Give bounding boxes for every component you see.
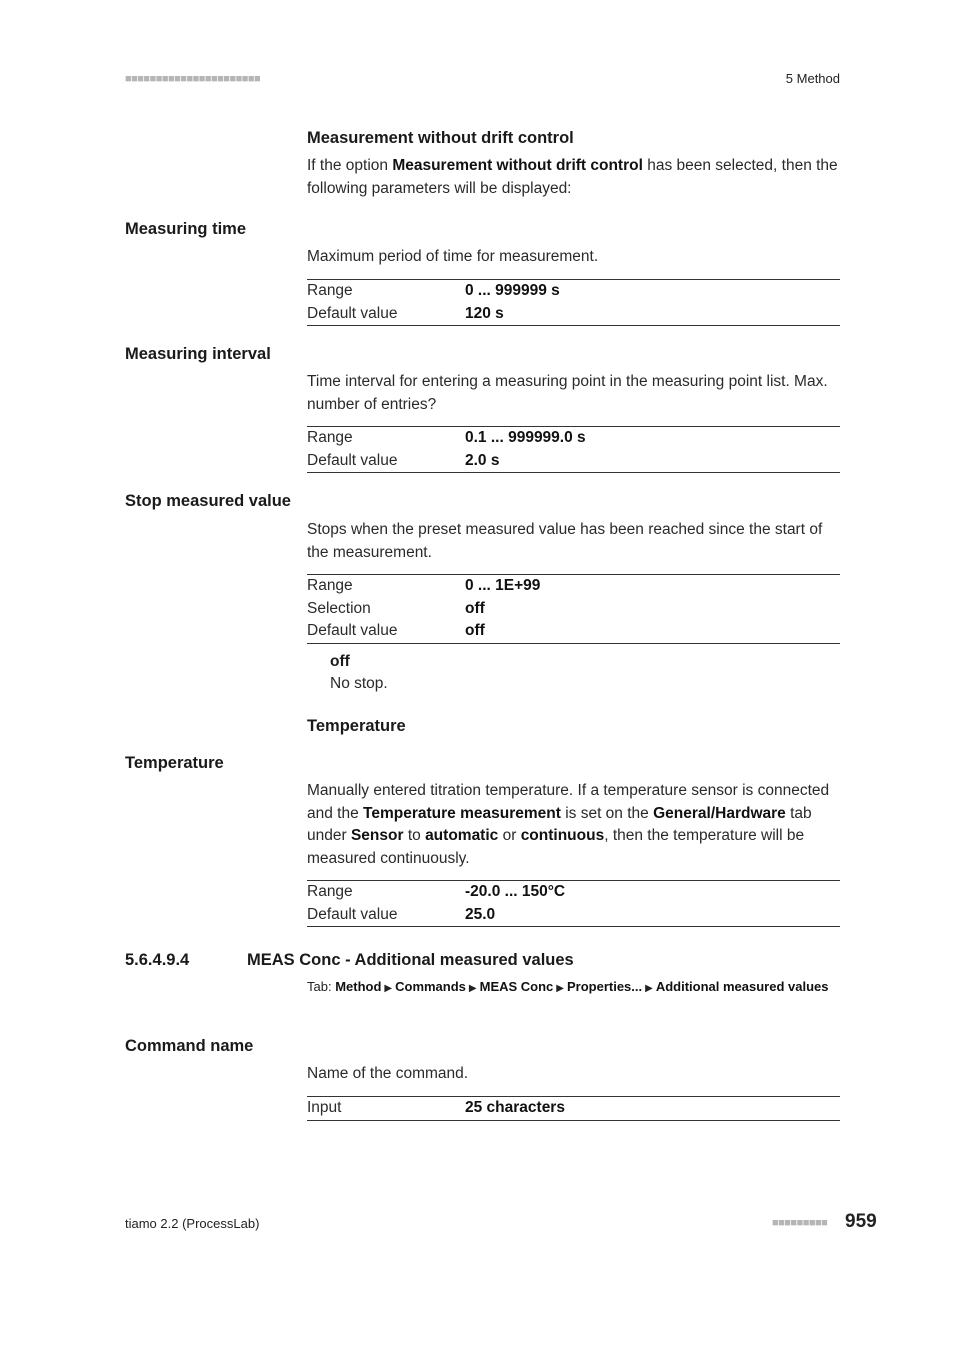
path-properties: Properties... bbox=[566, 979, 643, 994]
drift-description: If the option Measurement without drift control has been selected, then the following parameters will be displayed: bbox=[307, 157, 838, 197]
stop-value-description: Stops when the preset measured value has been reached since the start of the measurement. bbox=[307, 521, 823, 561]
table-row bbox=[307, 427, 840, 450]
option-name-off: off bbox=[330, 653, 350, 670]
row-key: Default value bbox=[307, 622, 398, 640]
table-row bbox=[307, 280, 840, 303]
path-meas-conc: MEAS Conc bbox=[479, 979, 554, 994]
row-key: Range bbox=[307, 429, 353, 447]
row-key: Range bbox=[307, 883, 353, 901]
row-key: Default value bbox=[307, 451, 398, 469]
command-name-description: Name of the command. bbox=[307, 1065, 469, 1082]
param-label-stop-measured-value: Stop measured value bbox=[125, 492, 291, 510]
table-row bbox=[307, 904, 840, 927]
row-value: 0 ... 999999 s bbox=[465, 282, 560, 300]
page-number: 959 bbox=[845, 1211, 877, 1232]
option-description-off: No stop. bbox=[330, 675, 388, 692]
path-additional-measured-values: Additional measured values bbox=[655, 979, 829, 994]
table-row bbox=[307, 620, 840, 643]
arrow-right-icon: ▶ bbox=[468, 983, 477, 994]
path-commands: Commands bbox=[395, 979, 466, 994]
table-row bbox=[307, 1097, 840, 1121]
arrow-right-icon: ▶ bbox=[556, 983, 564, 994]
temperature-table bbox=[307, 880, 840, 927]
row-key: Input bbox=[307, 1099, 342, 1117]
row-key: Default value bbox=[307, 304, 398, 322]
arrow-right-icon: ▶ bbox=[384, 983, 393, 994]
stop-value-table bbox=[307, 574, 840, 644]
measuring-interval-table bbox=[307, 426, 840, 473]
row-value: 0 ... 1E+99 bbox=[465, 577, 541, 595]
temperature-heading: Temperature bbox=[307, 717, 406, 735]
row-key: Default value bbox=[307, 905, 398, 923]
footer-product: tiamo 2.2 (ProcessLab) bbox=[125, 1216, 260, 1231]
table-row bbox=[307, 450, 840, 473]
header-decoration: ■■■■■■■■■■■■■■■■■■■■■■ bbox=[125, 73, 261, 85]
measuring-time-description: Maximum period of time for measurement. bbox=[307, 248, 599, 265]
section-number: 5.6.4.9.4 bbox=[125, 951, 190, 969]
row-value: -20.0 ... 150°C bbox=[465, 883, 566, 901]
row-value: 25.0 bbox=[465, 905, 496, 923]
row-value: 120 s bbox=[465, 304, 504, 322]
row-key: Selection bbox=[307, 599, 371, 617]
table-row bbox=[307, 575, 840, 598]
measuring-interval-description: Time interval for entering a measuring point in the measuring point list. Max. number of entries? bbox=[307, 373, 828, 413]
row-value: 0.1 ... 999999.0 s bbox=[465, 429, 586, 447]
row-value: off bbox=[465, 622, 485, 640]
footer-decoration: ■■■■■■■■■ bbox=[772, 1217, 828, 1229]
measuring-time-table bbox=[307, 279, 840, 326]
param-label-temperature: Temperature bbox=[125, 754, 224, 772]
param-label-measuring-time: Measuring time bbox=[125, 220, 247, 238]
temperature-description: Manually entered titration temperature. If a temperature sensor is connected and the Temperature measurement is set on the General/Hardware tab under Sensor to automatic or continuous, then the temperature will be measured continuously. bbox=[307, 782, 830, 867]
row-value: 2.0 s bbox=[465, 451, 500, 469]
command-name-table bbox=[307, 1096, 840, 1121]
row-key: Range bbox=[307, 577, 353, 595]
param-label-command-name: Command name bbox=[125, 1037, 254, 1055]
section-title: MEAS Conc - Additional measured values bbox=[247, 951, 574, 969]
path-method: Method bbox=[335, 979, 382, 994]
drift-heading: Measurement without drift control bbox=[307, 129, 574, 147]
arrow-right-icon: ▶ bbox=[645, 983, 653, 994]
row-key: Range bbox=[307, 282, 353, 300]
row-value: 25 characters bbox=[465, 1099, 565, 1117]
row-value: off bbox=[465, 599, 485, 617]
param-label-measuring-interval: Measuring interval bbox=[125, 345, 271, 363]
table-row bbox=[307, 598, 840, 621]
table-row bbox=[307, 303, 840, 326]
chapter-title: 5 Method bbox=[785, 71, 840, 86]
table-row bbox=[307, 881, 840, 904]
tab-navigation-path: Tab: Method ▶ Commands ▶ MEAS Conc ▶ Properties... ▶ Additional measured values bbox=[307, 979, 829, 994]
